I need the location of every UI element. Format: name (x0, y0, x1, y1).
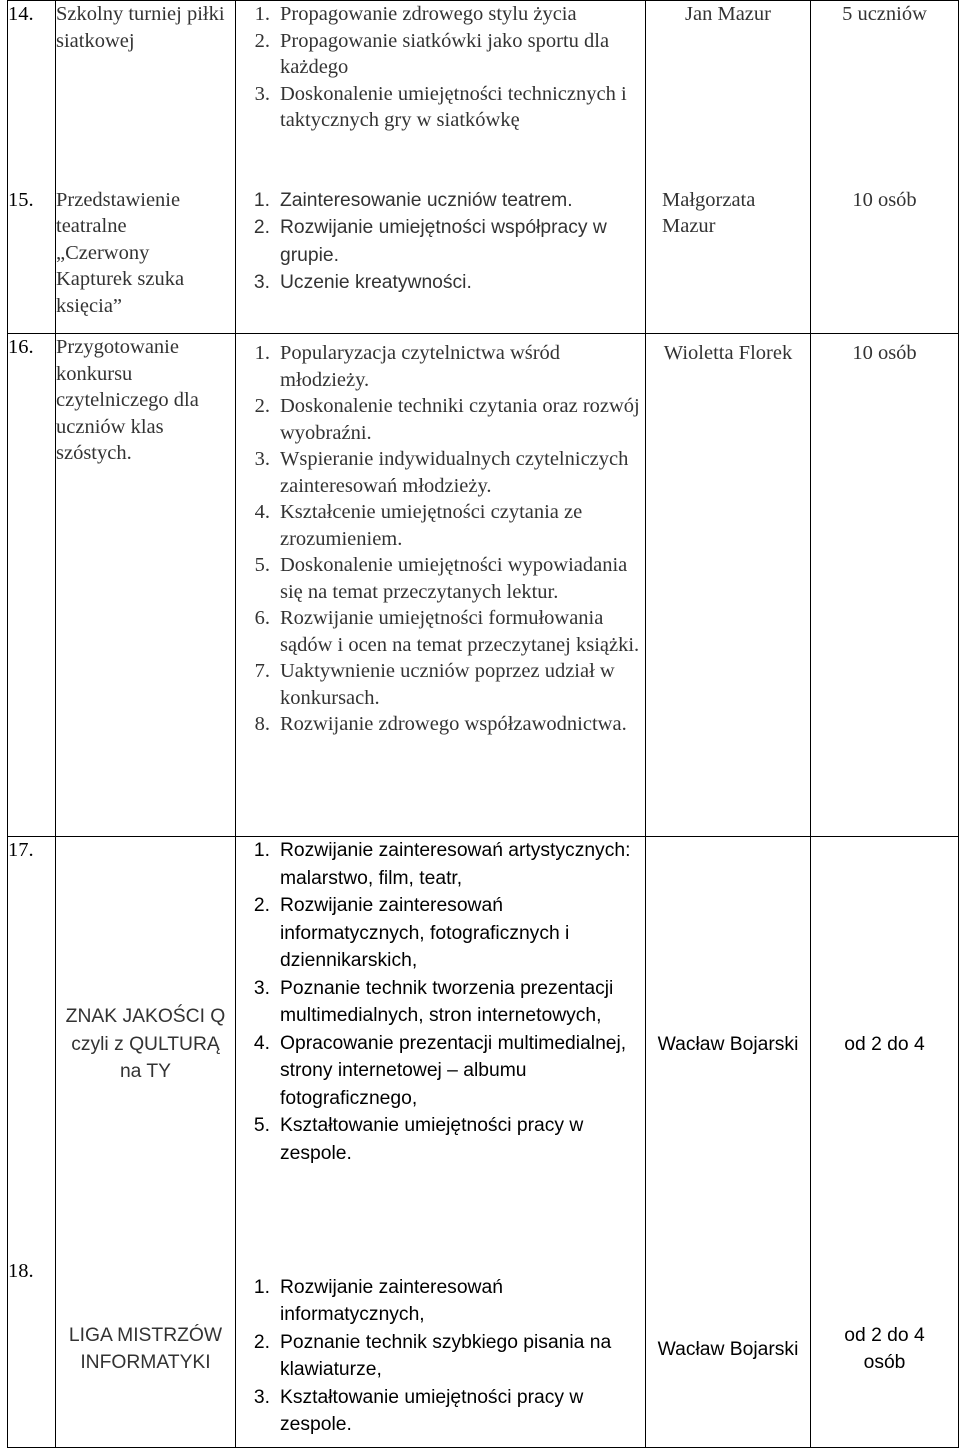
title-line: księcia” (56, 294, 123, 317)
leader-cell: Małgorzata Mazur (646, 187, 811, 334)
goal-item (236, 837, 645, 892)
goal-text: Popularyzacja czytelnictwa wśród młodzieży. (280, 342, 561, 391)
row-number: 15. (8, 187, 56, 334)
goal-number: 1. (254, 342, 270, 364)
leader-cell: Wacław Bojarski (646, 1252, 811, 1448)
goal-item (236, 658, 645, 711)
goal-item (236, 975, 645, 1030)
goal-item (236, 499, 645, 552)
leader-cell: Jan Mazur (646, 1, 811, 187)
goal-number: 3. (253, 1386, 270, 1408)
participants-line: osób (863, 1352, 906, 1374)
goal-item (236, 1030, 645, 1113)
title-line: teatralne (56, 215, 127, 237)
participants-line: od 2 do 4 (844, 1324, 925, 1346)
participants-cell: 10 osób (811, 187, 959, 334)
goal-number: 4. (254, 501, 270, 523)
goal-number: 2. (253, 217, 270, 238)
activity-title: Szkolny turniej piłki siatkowej (56, 1, 236, 187)
leader-cell: Wioletta Florek (646, 334, 811, 837)
row-number: 18. (8, 1252, 56, 1448)
title-line: ZNAK JAKOŚCI Q (65, 1006, 226, 1027)
title-line: na TY (119, 1061, 172, 1082)
title-line: INFORMATYKI (80, 1352, 211, 1374)
goal-number: 2. (254, 29, 270, 52)
goal-number: 3. (253, 977, 270, 999)
goal-text: Doskonalenie techniki czytania oraz rozwój wyobraźni. (280, 395, 640, 444)
goal-number: 7. (254, 660, 270, 682)
goal-number: 2. (253, 1331, 270, 1353)
title-line: uczniów klas (56, 415, 164, 438)
table-row (8, 187, 959, 334)
goal-number: 8. (254, 713, 270, 735)
goal-number: 5. (254, 554, 270, 576)
participants-cell (811, 1252, 959, 1448)
goal-text: Doskonalenie umiejętności wypowiadania się na temat przeczytanych lektur. (280, 554, 628, 603)
goal-item (236, 446, 645, 499)
goals-cell (236, 1252, 646, 1448)
goal-item (236, 393, 645, 446)
goal-item (236, 892, 645, 975)
goal-item (236, 269, 645, 297)
participants-cell: 5 uczniów (811, 1, 959, 187)
row-number: 14. (8, 1, 56, 187)
goal-text: Rozwijanie zdrowego współzawodnictwa. (280, 713, 627, 735)
goal-text: Uaktywnienie uczniów poprzez udział w konkursach. (280, 660, 615, 709)
participants-cell: 10 osób (811, 334, 959, 837)
goal-text: Rozwijanie zainteresowań informatycznych, (280, 1276, 503, 1325)
goal-text: Rozwijanie zainteresowań artystycznych: malarstwo, film, teatr, (280, 840, 631, 889)
activity-title (56, 187, 236, 334)
goal-number: 6. (254, 607, 270, 629)
activities-table (7, 0, 959, 1448)
goal-item (236, 711, 645, 738)
goal-text: Doskonalenie umiejętności technicznych i taktycznych gry w siatkówkę (280, 82, 627, 131)
title-line: Przygotowanie (56, 336, 179, 358)
goal-number: 3. (253, 272, 270, 293)
goal-item (236, 340, 645, 393)
goal-text: Uczenie kreatywności. (280, 272, 472, 293)
goal-item (236, 1274, 645, 1329)
title-line: Przedstawienie (56, 188, 181, 211)
title-line: czyli z QULTURĄ (71, 1033, 220, 1055)
activity-title (56, 334, 236, 837)
title-line: konkursu (56, 362, 133, 385)
activity-title (56, 837, 236, 1252)
goal-item (236, 605, 645, 658)
goal-text: Kształtowanie umiejętności pracy w zespole. (280, 1115, 584, 1164)
row-number: 17. (8, 837, 56, 1252)
goal-item (236, 1112, 645, 1167)
goal-item (236, 552, 645, 605)
goal-text: Wspieranie indywidualnych czytelniczych zainteresowań młodzieży. (280, 448, 629, 497)
goal-item (236, 1329, 645, 1384)
goal-number: 1. (253, 840, 270, 861)
goal-number: 2. (254, 395, 270, 417)
row-number: 16. (8, 334, 56, 837)
title-line: Kapturek szuka (56, 268, 185, 290)
goal-item (236, 187, 645, 215)
goal-text: Rozwijanie umiejętności współpracy w grupie. (280, 217, 607, 266)
goals-cell (236, 837, 646, 1252)
goal-number: 1. (253, 189, 270, 211)
title-line: szóstych. (56, 442, 132, 464)
goal-text: Kształtowanie umiejętności pracy w zespole. (280, 1386, 584, 1435)
goal-number: 3. (254, 448, 270, 470)
goal-number: 5. (253, 1115, 270, 1136)
goal-number: 4. (253, 1032, 270, 1054)
participants-cell: od 2 do 4 (811, 837, 959, 1252)
goal-number: 3. (254, 82, 270, 105)
table-row (8, 837, 959, 1252)
goal-text: Opracowanie prezentacji multimedialnej, strony internetowej – albumu fotograficznego, (280, 1032, 627, 1109)
goal-text: Zainteresowanie uczniów teatrem. (280, 189, 573, 211)
table-row (8, 334, 959, 837)
goals-cell (236, 334, 646, 837)
title-line: „Czerwony (56, 241, 150, 264)
goals-cell (236, 187, 646, 334)
goal-text: Poznanie technik szybkiego pisania na klawiaturze, (280, 1331, 612, 1380)
goal-text: Propagowanie zdrowego stylu życia (280, 3, 577, 25)
goal-number: 1. (254, 3, 270, 25)
leader-cell: Wacław Bojarski (646, 837, 811, 1252)
goal-text: Rozwijanie umiejętności formułowania sądów i ocen na temat przeczytanej książki. (280, 607, 640, 656)
goals-cell (236, 1, 646, 187)
goal-item (236, 1384, 645, 1439)
title-line: czytelniczego dla (56, 389, 199, 411)
goal-text: Rozwijanie zainteresowań informatycznych, fotograficznych i dziennikarskich, (280, 895, 570, 971)
table-row (8, 1252, 959, 1448)
goal-text: Propagowanie siatkówki jako sportu dla każdego (280, 29, 610, 78)
goal-item (236, 1, 645, 28)
goal-item (236, 214, 645, 269)
goal-text: Kształcenie umiejętności czytania ze zrozumieniem. (280, 501, 583, 550)
title-line: LIGA MISTRZÓW (68, 1324, 223, 1346)
activity-title (56, 1252, 236, 1448)
goal-item (236, 81, 645, 134)
goal-number: 2. (253, 895, 270, 916)
goal-item (236, 28, 645, 81)
table-row (8, 1, 959, 187)
goal-text: Poznanie technik tworzenia prezentacji multimedialnych, stron internetowych, (280, 977, 614, 1026)
goal-number: 1. (253, 1276, 270, 1298)
